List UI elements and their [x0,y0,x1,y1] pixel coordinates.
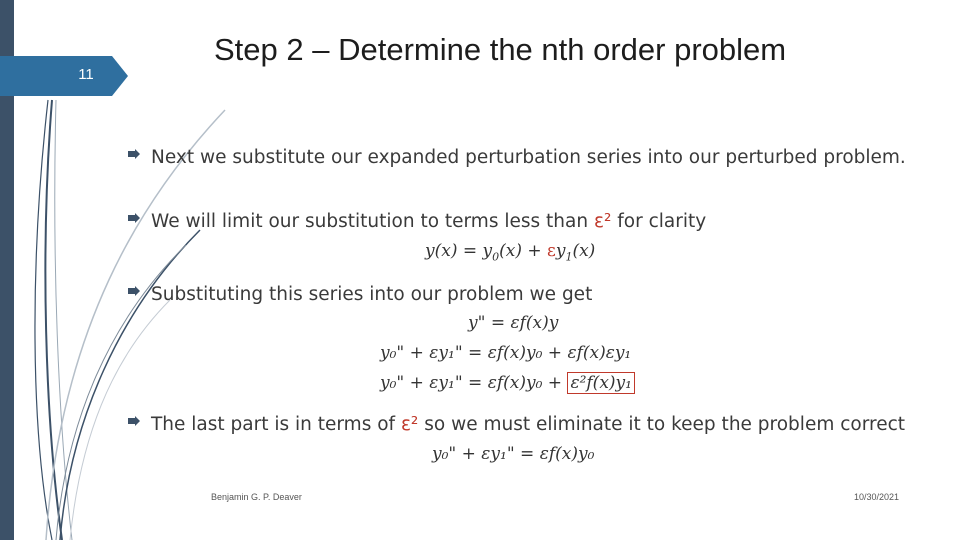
equation-problem: y" = εf(x)y [468,313,559,333]
bullet-text: Next we substitute our expanded perturbation series into our perturbed problem. [151,147,906,168]
boxed-second-order-term: ε²f(x)y₁ [567,372,635,394]
arrow-bullet-icon [128,149,140,159]
footer-date: 10/30/2021 [854,492,900,502]
arrow-bullet-icon [128,286,140,296]
bullet-text: Substituting this series into our problem we get [151,284,593,305]
slide-title: Step 2 – Determine the nth order problem [214,32,787,67]
equation-final: y₀" + εy₁" = εf(x)y₀ [432,444,595,464]
epsilon-squared-highlight: ε² [593,211,612,232]
arrow-bullet-icon [128,416,140,426]
equation-line-2: y₀" + εy₁" = εf(x)y₀ + ε²f(x)y₁ [380,373,635,393]
slide-number: 11 [78,66,94,83]
bullet-text: We will limit our substitution to terms less than ε² for clarity [151,211,707,232]
arrow-bullet-icon [128,213,140,223]
equation-line-1: y₀" + εy₁" = εf(x)y₀ + εf(x)εy₁ [380,343,632,363]
slide-number-tab [0,56,130,96]
bullet-text: The last part is in terms of ε² so we must eliminate it to keep the problem correct [151,414,906,435]
epsilon-squared-highlight: ε² [400,414,419,435]
equation-series: $y(x) = y_0(x) + \varepsilon y_1(x)$ [425,241,596,264]
footer-author: Benjamin G. P. Deaver [211,492,302,502]
